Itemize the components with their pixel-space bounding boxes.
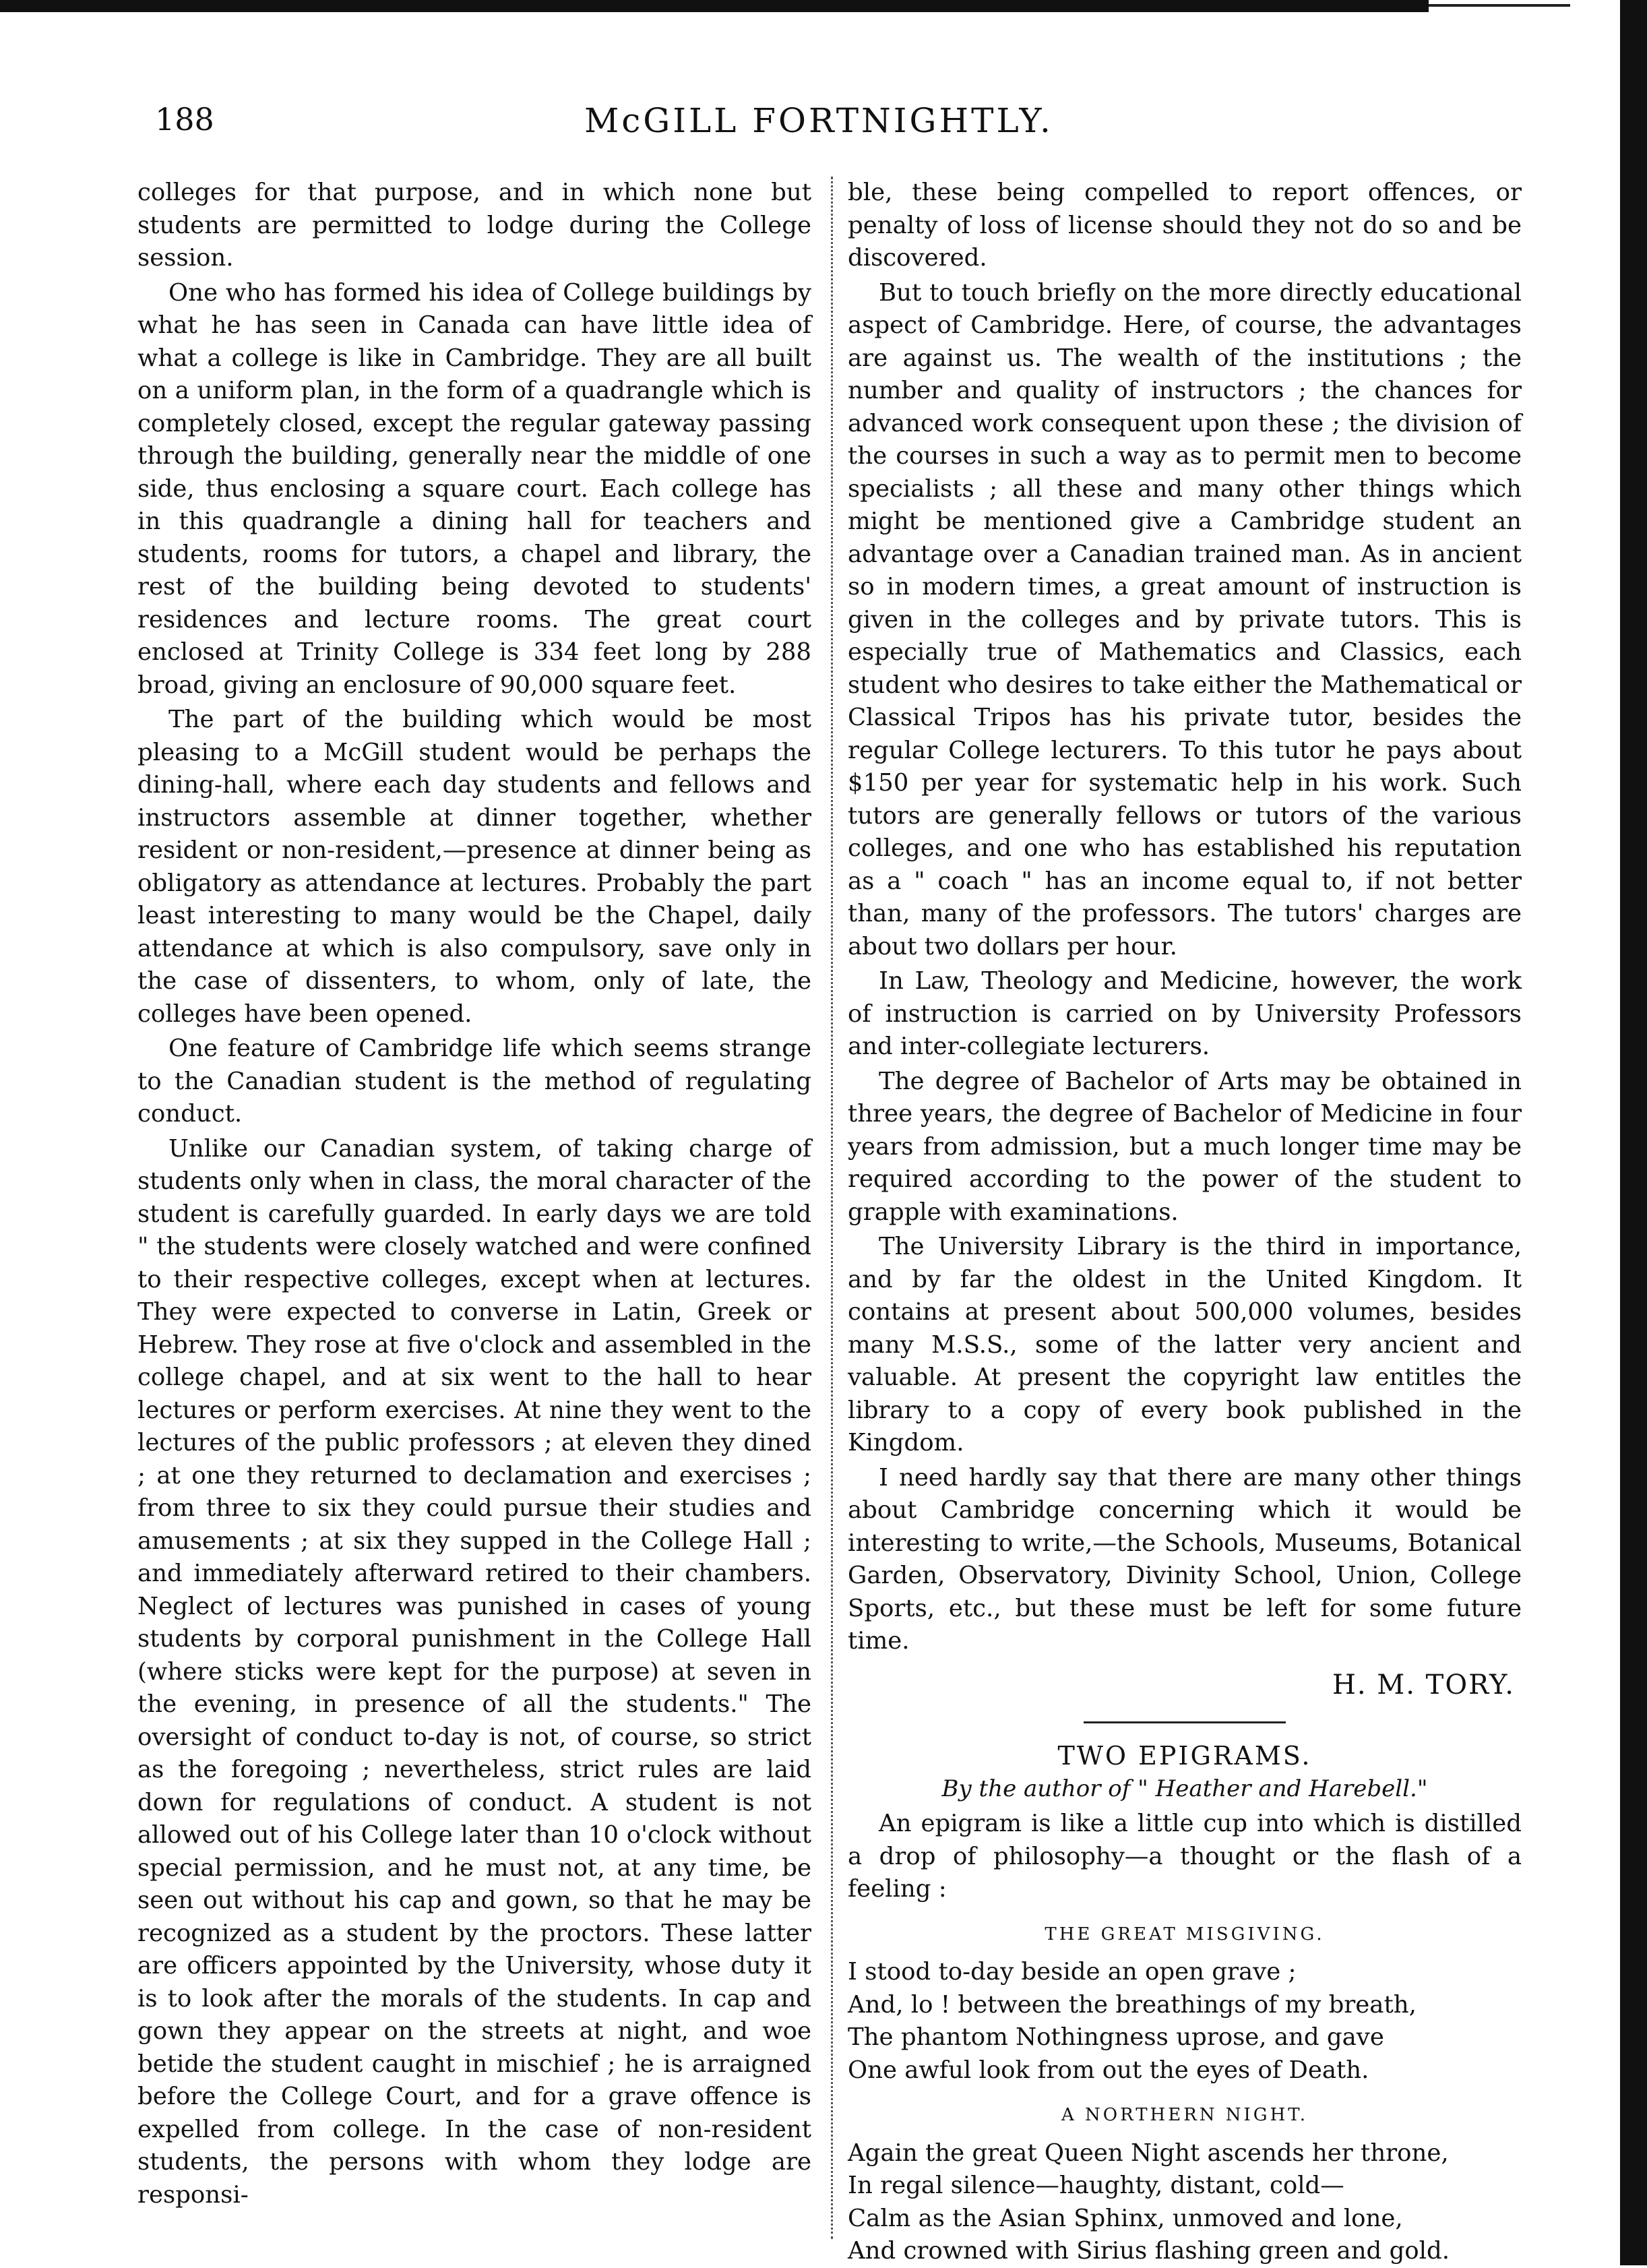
author-signature: H. M. TORY. <box>1332 1669 1515 1700</box>
paragraph: In Law, Theology and Medicine, however, the work of instruction is carried on by University Professors and inter-collegiate lecturers. <box>848 967 1522 1060</box>
page-number: 188 <box>155 101 214 137</box>
poem-line: Calm as the Asian Sphinx, unmoved and lone, <box>848 2204 1403 2232</box>
poem <box>848 2137 1522 2268</box>
section-separator <box>1084 1721 1286 1723</box>
paragraph: ble, these being compelled to report offences, or penalty of loss of license should they not do so and be discovered. <box>848 179 1522 272</box>
paragraph: One feature of Cambridge life which seems strange to the Canadian student is the method of regulating conduct. <box>137 1035 811 1128</box>
poem-line: One awful look from out the eyes of Death. <box>848 2056 1369 2084</box>
paragraph: The part of the building which would be most pleasing to a McGill student would be perhaps the dining-hall, where each day students and fellows and instructors assemble at dinner together, whether resident or non-resident,—presence at dinner being as obligatory as attendance at lectures. Probably the part least interesting to many would be the Chapel, daily attendance at which is also compulsory, save only in the case of dissenters, to whom, only of late, the colleges have been opened. <box>137 706 811 1028</box>
paragraph: But to touch briefly on the more directly educational aspect of Cambridge. Here, of course, the advantages are against us. The wealth of the institutions ; the number and quality of instructors ; the chances for advanced work consequent upon these ; the division of the courses in such a way as to permit men to become specialists ; all these and many other things which might be mentioned give a Cambridge student an advantage over a Canadian trained man. As in ancient so in modern times, a great amount of instruction is given in the colleges and by private tutors. This is especially true of Mathematics and Classics, each student who desires to take either the Mathematical or Classical Tripos has his private tutor, besides the regular College lecturers. To this tutor he pays about $150 per year for systematic help in his work. Such tutors are generally fellows or tutors of the various colleges, and one who has established his reputation as a " coach " has an income equal to, if not better than, many of the professors. The tutors' charges are about two dollars per hour. <box>848 278 1522 960</box>
poem-line: In regal silence—haughty, distant, cold— <box>848 2172 1344 2199</box>
paragraph: Unlike our Canadian system, of taking charge of students only when in class, the moral character of the student is carefully guarded. In early days we are told " the students were closely watched and were confined to their respective colleges, except when at lectures. They were expected to converse in Latin, Greek or Hebrew. They rose at five o'clock and assembled in the college chapel, and at six went to the hall to hear lectures or perform exercises. At nine they went to the lectures of the public professors ; at eleven they dined ; at one they returned to declamation and exercises ; from three to six they could pursue their studies and amusements ; at six they supped in the College Hall ; and immediately afterward retired to their chambers. Neglect of lectures was punished in cases of young students by corporal punishment in the College Hall (where sticks were kept for the purpose) at seven in the evening, in presence of all the students." The oversight of conduct to-day is not, of course, so strict as the foregoing ; nevertheless, strict rules are laid down for regulations of conduct. A student is not allowed out of his College later than 10 o'clock without special permission, and he must not, at any time, be seen out without his cap and gown, so that he may be recognized as a student by the proctors. These latter are officers appointed by the University, whose duty it is to look after the morals of the students. In cap and gown they appear on the streets at night, and woe betide the student caught in mischief ; he is arraigned before the College Court, and for a grave offence is expelled from college. In the case of non-resident students, the persons with whom they lodge are responsi- <box>137 1134 811 2209</box>
poem-line: And, lo ! between the breathings of my breath, <box>848 1990 1417 2019</box>
left-column <box>137 177 811 2211</box>
poem <box>848 1956 1522 2087</box>
paragraph: I need hardly say that there are many other things about Cambridge concerning which it would be interesting to write,—the Schools, Museums, Botanical Garden, Observatory, Divinity School, Union, College Sports, etc., but these must be left for some future time. <box>848 1463 1522 1655</box>
right-column <box>848 177 1522 2268</box>
epigram-intro: An epigram is like a little cup into which is distilled a drop of philosophy—a thought or the flash of a feeling : <box>848 1810 1522 1903</box>
column-divider <box>831 177 833 2239</box>
top-border-rule <box>0 0 1429 12</box>
top-border-rule-tail <box>1429 4 1570 7</box>
scan-edge-bar <box>1620 0 1647 2265</box>
page-header <box>155 101 1483 155</box>
poem-line: Again the great Queen Night ascends her throne, <box>848 2139 1449 2167</box>
poem-line: The phantom Nothingness uprose, and gave <box>848 2023 1384 2051</box>
running-title: McGILL FORTNIGHTLY. <box>584 101 1053 140</box>
poem-title: THE GREAT MISGIVING. <box>1045 1924 1325 1944</box>
section-byline: By the author of " Heather and Harebell." <box>941 1775 1428 1802</box>
poem-title: A NORTHERN NIGHT. <box>1061 2105 1309 2125</box>
paragraph: The University Library is the third in importance, and by far the oldest in the United Kingdom. It contains at present about 500,000 volumes, besides many M.S.S., some of the latter very ancient and valuable. At present the copyright law entitles the library to a copy of every book published in the Kingdom. <box>848 1233 1522 1457</box>
poem-line: I stood to-day beside an open grave ; <box>848 1958 1297 1986</box>
section-title: TWO EPIGRAMS. <box>1057 1741 1312 1771</box>
paragraph: One who has formed his idea of College buildings by what he has seen in Canada can have little idea of what a college is like in Cambridge. They are all built on a uniform plan, in the form of a quadrangle which is completely closed, except the regular gateway passing through the building, generally near the middle of one side, thus enclosing a square court. Each college has in this quadrangle a dining hall for teachers and students, rooms for tutors, a chapel and library, the rest of the building being devoted to students' residences and lecture rooms. The great court enclosed at Trinity College is 334 feet long by 288 broad, giving an enclosure of 90,000 square feet. <box>137 278 811 699</box>
paragraph: The degree of Bachelor of Arts may be obtained in three years, the degree of Bachelor of Medicine in four years from admission, but a much longer time may be required according to the power of the student to grapple with examinations. <box>848 1067 1522 1226</box>
paragraph: colleges for that purpose, and in which none but students are permitted to lodge during the College session. <box>137 179 811 272</box>
poem-line: And crowned with Sirius flashing green and gold. <box>848 2237 1450 2265</box>
